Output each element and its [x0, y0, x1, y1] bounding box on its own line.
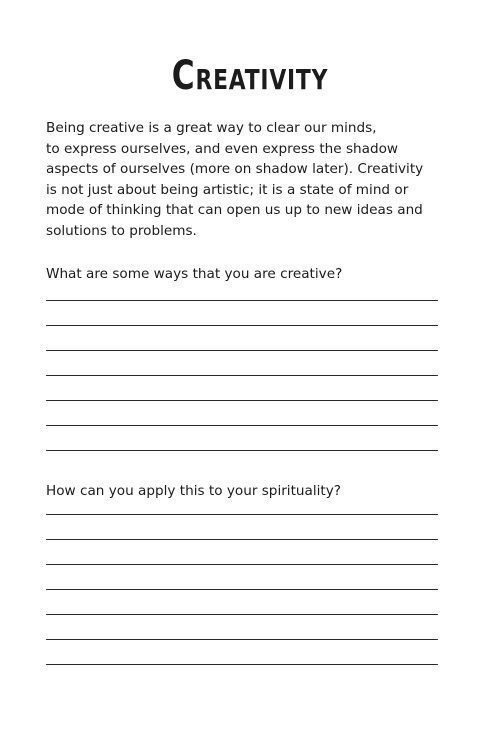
answer-line[interactable]: [46, 664, 438, 665]
answer-line[interactable]: [46, 639, 438, 640]
intro-line: is not just about being artistic; it is a state of mind or: [46, 181, 409, 198]
answer-line[interactable]: [46, 400, 438, 401]
answer-line[interactable]: [46, 539, 438, 540]
answer-line[interactable]: [46, 425, 438, 426]
answer-line[interactable]: [46, 614, 438, 615]
intro-line: aspects of ourselves (more on shadow later). Creativity: [46, 161, 424, 178]
answer-line[interactable]: [46, 589, 438, 590]
intro-line: solutions to problems.: [46, 222, 197, 239]
answer-line[interactable]: [46, 325, 438, 326]
answer-line[interactable]: [46, 564, 438, 565]
answer-line[interactable]: [46, 375, 438, 376]
intro-paragraph: [46, 118, 456, 242]
question-creative-ways: What are some ways that you are creative?: [46, 266, 343, 282]
answer-line[interactable]: [46, 300, 438, 301]
intro-line: mode of thinking that can open us up to new ideas and: [46, 202, 423, 219]
answer-line[interactable]: [46, 514, 438, 515]
page-title: Creativity: [171, 53, 329, 99]
answer-line[interactable]: [46, 450, 438, 451]
question-spirituality: How can you apply this to your spirituality?: [46, 483, 342, 499]
intro-line: Being creative is a great way to clear our minds,: [46, 120, 377, 136]
intro-line: to express ourselves, and even express the shadow: [46, 140, 399, 157]
answer-line[interactable]: [46, 350, 438, 351]
